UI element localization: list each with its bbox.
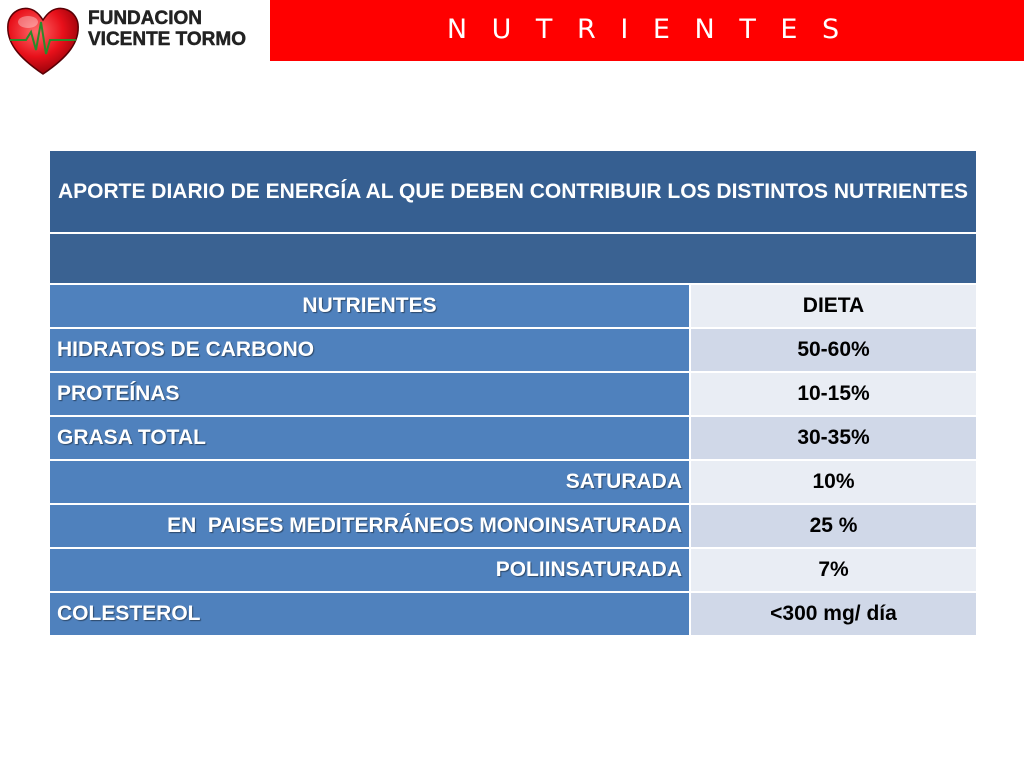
row-label-colesterol: COLESTEROL <box>49 592 690 636</box>
row-label-poliinsaturada: POLIINSATURADA <box>49 548 690 592</box>
column-header-nutrientes: NUTRIENTES <box>49 284 690 328</box>
table-row <box>49 504 977 548</box>
logo-line-2: VICENTE TORMO <box>88 29 246 50</box>
row-value-hidratos: 50-60% <box>690 328 977 372</box>
table-row <box>49 548 977 592</box>
row-label-hidratos: HIDRATOS DE CARBONO <box>49 328 690 372</box>
row-label-monoinsaturada: EN PAISES MEDITERRÁNEOS MONOINSATURADA <box>49 504 690 548</box>
row-value-grasa-total: 30-35% <box>690 416 977 460</box>
table-row <box>49 372 977 416</box>
table-row <box>49 460 977 504</box>
table-caption: APORTE DIARIO DE ENERGÍA AL QUE DEBEN CONTRIBUIR LOS DISTINTOS NUTRIENTES <box>49 150 977 233</box>
row-value-poliinsaturada: 7% <box>690 548 977 592</box>
row-label-saturada: SATURADA <box>49 460 690 504</box>
row-label-grasa-total: GRASA TOTAL <box>49 416 690 460</box>
table-caption-row <box>49 150 977 233</box>
heart-ecg-icon <box>4 2 82 78</box>
table-empty-row <box>49 233 977 284</box>
title-bar <box>270 0 1024 61</box>
column-header-dieta: DIETA <box>690 284 977 328</box>
logo-text <box>88 8 246 50</box>
table-empty-cell <box>49 233 977 284</box>
row-value-saturada: 10% <box>690 460 977 504</box>
logo <box>0 0 270 80</box>
nutrients-table <box>48 149 978 637</box>
row-value-colesterol: <300 mg/ día <box>690 592 977 636</box>
row-value-monoinsaturada: 25 % <box>690 504 977 548</box>
row-value-proteinas: 10-15% <box>690 372 977 416</box>
table-column-header-row <box>49 284 977 328</box>
page-title: N U T R I E N T E S <box>446 14 848 45</box>
table-row <box>49 328 977 372</box>
table-row <box>49 416 977 460</box>
row-label-proteinas: PROTEÍNAS <box>49 372 690 416</box>
logo-line-1: FUNDACION <box>88 8 202 29</box>
table-row <box>49 592 977 636</box>
